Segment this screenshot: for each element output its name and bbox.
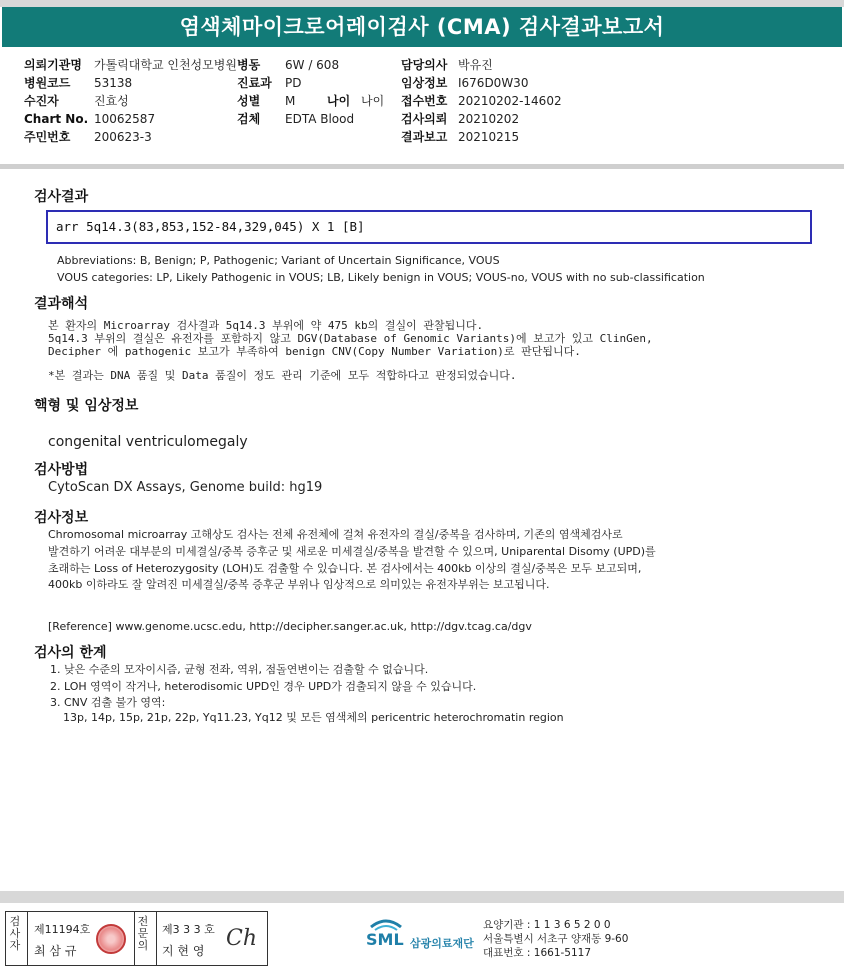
info-line-2: 발견하기 어려운 대부분의 미세결실/중복 증후군 및 새로운 미세결실/중복을 발견할 수 있으며, Uniparental Disomy (UPD)를 bbox=[48, 545, 656, 558]
value-clinical-info: I676D0W30 bbox=[458, 76, 529, 90]
value-patient: 진효성 bbox=[94, 94, 129, 108]
label-department: 진료과 bbox=[237, 76, 272, 90]
institution-info bbox=[483, 918, 628, 960]
section-heading-method: 검사방법 bbox=[34, 462, 89, 478]
label-specimen: 검체 bbox=[237, 112, 261, 126]
value-receipt-no: 20210202-14602 bbox=[458, 94, 562, 108]
method-text: CytoScan DX Assays, Genome build: hg19 bbox=[48, 480, 323, 495]
vous-categories: VOUS categories: LP, Likely Pathogenic in VOUS; LB, Likely benign in VOUS; VOUS-no, VOUS with no sub-classification bbox=[57, 271, 705, 284]
label-age: 나이 bbox=[327, 94, 351, 108]
value-resident-no: 200623-3 bbox=[94, 130, 152, 144]
limit-item-1: 1. 낮은 수준의 모자이시즘, 균형 전좌, 역위, 점돌연변이는 검출할 수 없습니다. bbox=[50, 663, 429, 676]
institution-address: 서울특별시 서초구 양재동 9-60 bbox=[483, 933, 629, 945]
label-chart-no: Chart No. bbox=[24, 112, 89, 126]
value-hospital-code: 53138 bbox=[94, 76, 133, 90]
info-line-3: 초래하는 Loss of Heterozygosity (LOH)도 검출할 수 있습니다. 본 검사에서는 400kb 이상의 결실/중복은 모두 보고되며, bbox=[48, 562, 642, 575]
header-col2 bbox=[237, 58, 384, 130]
section-heading-limits: 검사의 한계 bbox=[34, 645, 107, 661]
limit-item-3-regions: 13p, 14p, 15p, 21p, 22p, Yq11.23, Yq12 및 모든 염색체의 pericentric heterochromatin region bbox=[63, 711, 564, 724]
examiner-license-no: 제11194호 bbox=[34, 923, 91, 936]
label-resident-no: 주민번호 bbox=[24, 130, 71, 144]
label-hospital-code: 병원코드 bbox=[24, 76, 71, 90]
abbreviations: Abbreviations: B, Benign; P, Pathogenic; Variant of Uncertain Significance, VOUS bbox=[57, 254, 500, 267]
value-ward: 6W / 608 bbox=[285, 58, 340, 72]
sml-logo-text: SML bbox=[366, 930, 404, 949]
value-specimen: EDTA Blood bbox=[285, 112, 355, 126]
value-chart-no: 10062587 bbox=[94, 112, 156, 126]
section-heading-clinical: 핵형 및 임상정보 bbox=[34, 398, 139, 414]
value-request-date: 20210202 bbox=[458, 112, 520, 126]
header-col3 bbox=[401, 58, 562, 148]
clinical-info-text: congenital ventriculomegaly bbox=[48, 434, 248, 450]
institution-code: 요양기관 : 1 1 3 6 5 2 0 0 bbox=[483, 919, 611, 931]
karyotype-result-box: arr 5q14.3(83,853,152-84,329,045) X 1 [B] bbox=[46, 210, 812, 244]
label-receipt-no: 접수번호 bbox=[401, 94, 448, 108]
label-report-date: 결과보고 bbox=[401, 130, 448, 144]
value-age: 나이 bbox=[361, 94, 385, 108]
header-divider bbox=[0, 164, 844, 169]
info-line-1: Chromosomal microarray 고해상도 검사는 전체 유전체에 걸쳐 유전자의 결실/중복을 검사하며, 기존의 염색체검사로 bbox=[48, 528, 623, 541]
value-report-date: 20210215 bbox=[458, 130, 520, 144]
top-frame bbox=[0, 0, 844, 7]
signature-image: Ch bbox=[226, 926, 258, 951]
examiner-seal-icon bbox=[96, 924, 126, 954]
label-request-date: 검사의뢰 bbox=[401, 112, 448, 126]
interpretation-line-3: Decipher 에 pathogenic 보고가 부족하여 benign CNV(Copy Number Variation)로 판단됩니다. bbox=[48, 345, 581, 358]
interpretation-line-2: 5q14.3 부위의 결실은 유전자를 포함하지 않고 DGV(Database of Genomic Variants)에 보고가 있고 ClinGen, bbox=[48, 332, 653, 345]
signature-stamp-box bbox=[5, 911, 268, 966]
institution-phone: 대표번호 : 1661-5117 bbox=[483, 947, 592, 959]
report-title: 염색체마이크로어레이검사 (CMA) 검사결과보고서 bbox=[2, 7, 842, 47]
label-physician: 담당의사 bbox=[401, 58, 448, 72]
examiner-name: 최 삼 규 bbox=[34, 944, 77, 958]
value-department: PD bbox=[285, 76, 302, 90]
header-col1 bbox=[24, 58, 237, 148]
label-patient: 수진자 bbox=[24, 94, 59, 108]
label-sex: 성별 bbox=[237, 94, 261, 108]
specialist-name: 지 현 영 bbox=[162, 944, 205, 958]
section-heading-result: 검사결과 bbox=[34, 189, 89, 205]
reference-links: [Reference] www.genome.ucsc.edu, http://decipher.sanger.ac.uk, http://dgv.tcag.ca/dgv bbox=[48, 620, 532, 633]
limit-item-2: 2. LOH 영역이 작거나, heterodisomic UPD인 경우 UPD가 검출되지 않을 수 있습니다. bbox=[50, 680, 477, 693]
label-ward: 병동 bbox=[237, 58, 261, 72]
value-sex: M bbox=[285, 94, 296, 108]
label-institution: 의뢰기관명 bbox=[24, 58, 82, 72]
bottom-frame bbox=[0, 891, 844, 903]
limit-item-3: 3. CNV 검출 불가 영역: bbox=[50, 696, 166, 709]
specialist-label: 전문의 bbox=[137, 915, 149, 952]
specialist-license-no: 제3 3 3 호 bbox=[162, 923, 215, 936]
quality-note: *본 결과는 DNA 품질 및 Data 품질이 정도 관리 기준에 모두 적합하다고 판정되었습니다. bbox=[48, 369, 517, 382]
examiner-label: 검사자 bbox=[9, 915, 21, 952]
value-physician: 박유진 bbox=[458, 58, 493, 72]
value-institution: 가톨릭대학교 인천성모병원 bbox=[94, 58, 237, 72]
section-heading-interpretation: 결과해석 bbox=[34, 296, 89, 312]
info-line-4: 400kb 이하라도 잘 알려진 미세결실/중복 증후군 부위나 임상적으로 의미있는 유전자부위는 보고됩니다. bbox=[48, 578, 550, 591]
label-clinical-info: 임상정보 bbox=[401, 76, 448, 90]
section-heading-info: 검사정보 bbox=[34, 510, 89, 526]
foundation-name: 삼광의료재단 bbox=[410, 937, 474, 950]
interpretation-line-1: 본 환자의 Microarray 검사결과 5q14.3 부위에 약 475 kb의 결실이 관찰됩니다. bbox=[48, 319, 484, 332]
